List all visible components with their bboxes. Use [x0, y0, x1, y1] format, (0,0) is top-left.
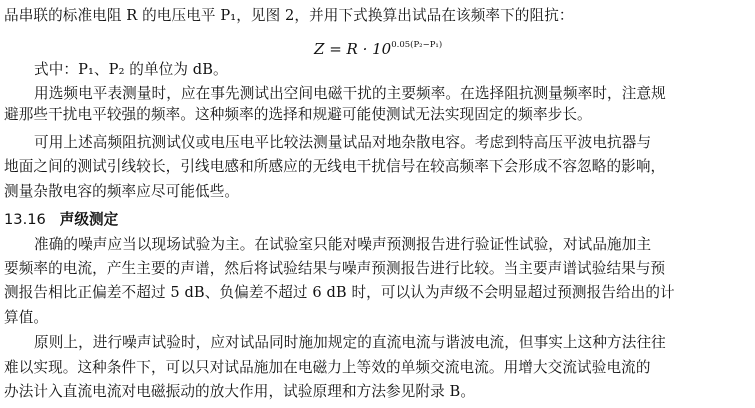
- section-number: 13.16: [4, 211, 46, 228]
- text-line-1: 品串联的标准电阻 R 的电压电平 P₁，见图 2，并用下式换算出试品在该频率下的阻抗：: [4, 7, 574, 24]
- text-line-14: 办法计入直流电流对电磁振动的放大作用，试验原理和方法参见附录 B。: [4, 383, 476, 400]
- text-line-12: 原则上，进行噪声试验时，应对试品同时施加规定的直流电流与谐波电流，但事实上这种方法往往: [34, 334, 666, 351]
- text-line-7: 测量杂散电容的频率应尽可能低些。: [4, 183, 240, 200]
- section-heading: [4, 210, 118, 230]
- text-line-6: 地面之间的测试引线较长，引线电感和所感应的无线电干扰信号在较高频率下会形成不容忽略的影响，: [4, 158, 666, 175]
- text-line-8: 准确的噪声应当以现场试验为主。在试验室只能对噪声预测报告进行验证性试验，对试品施加主: [34, 236, 652, 253]
- text-line-13: 难以实现。这种条件下，可以只对试品施加在电磁力上等效的单频交流电流。用增大交流试验电流的: [4, 359, 651, 376]
- section-title: 声级测定: [59, 211, 119, 228]
- formula-main: Z = R · 10: [314, 40, 392, 58]
- impedance-formula: [314, 38, 442, 63]
- formula-exponent: 0.05(P₂−P₁): [391, 40, 443, 50]
- text-line-2: 式中：P₁、P₂ 的单位为 dB。: [34, 61, 228, 78]
- text-line-3: 用选频电平表测量时，应在事先测试出空间电磁干扰的主要频率。在选择阻抗测量频率时，注意规: [34, 85, 666, 102]
- text-line-5: 可用上述高频阻抗测试仪或电压电平比较法测量试品对地杂散电容。考虑到特高压平波电抗器与: [34, 134, 652, 151]
- text-line-10: 测报告相比正偏差不超过 5 dB、负偏差不超过 6 dB 时，可以认为声级不会明显超过预测报告给出的计: [4, 284, 675, 301]
- text-line-4: 避那些干扰电平较强的频率。这种频率的选择和规避可能使测试无法实现固定的频率步长。: [4, 106, 592, 123]
- text-line-11: 算值。: [4, 309, 49, 326]
- text-line-9: 要频率的电流，产生主要的声谱，然后将试验结果与噪声预测报告进行比较。当主要声谱试验结果与预: [4, 260, 666, 277]
